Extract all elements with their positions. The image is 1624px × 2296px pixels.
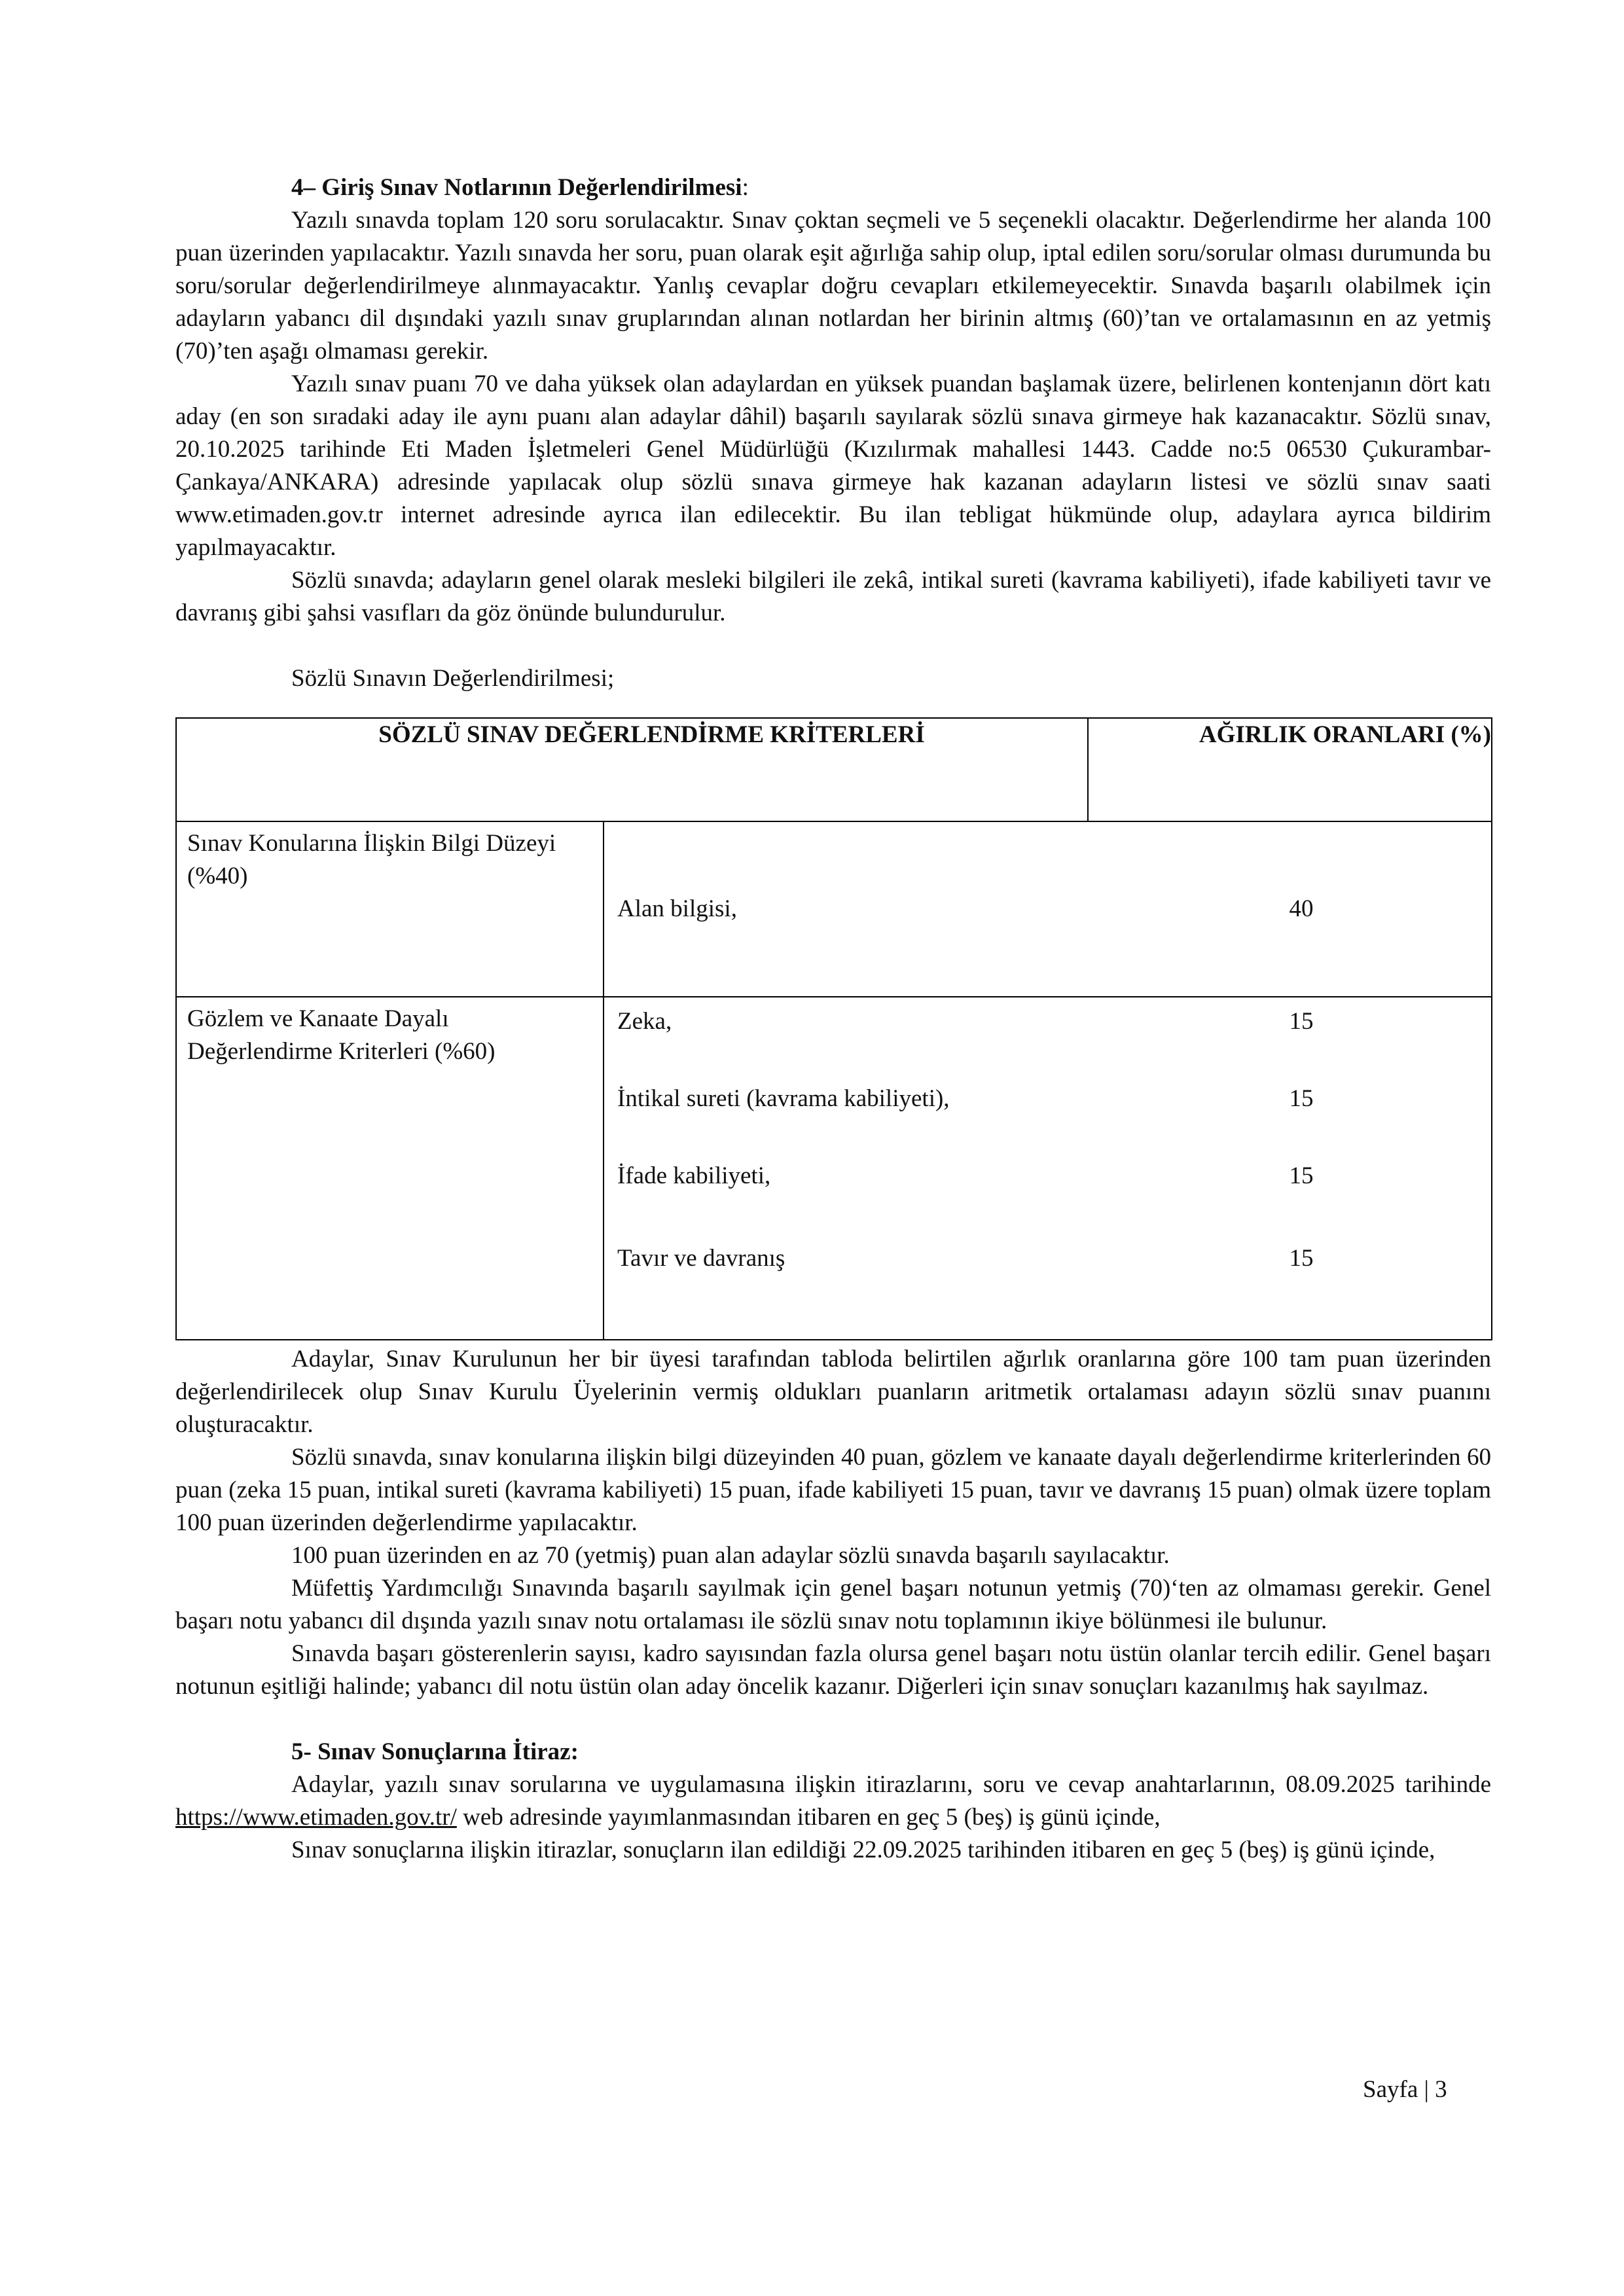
section-4-paragraph-3: Sözlü sınavda; adayların genel olarak mesleki bilgileri ile zekâ, intikal sureti (kavrama kabiliyeti), ifade kabiliyeti tavır ve davranış gibi şahsi vasıfları da göz önünde bulundurulur. [175,567,1491,626]
criteria-item [604,1083,1491,1115]
item-label: İntikal sureti (kavrama kabiliyeti), [617,1085,950,1112]
page-number: Sayfa | 3 [1363,2076,1447,2103]
item-value: 15 [1289,1008,1314,1035]
table-row [176,821,1492,997]
section-5-heading: 5- Sınav Sonuçlarına İtiraz: [291,1738,579,1765]
header-criteria: SÖZLÜ SINAV DEĞERLENDİRME KRİTERLERİ [176,718,1088,821]
after-table-paragraph-3: 100 puan üzerinden en az 70 (yetmiş) puan alan adaylar sözlü sınavda başarılı sayılacaktır. [291,1542,1170,1569]
criteria-item [604,893,1491,925]
category-observation: Gözlem ve Kanaate Dayalı Değerlendirme Kriterleri (%60) [176,997,604,1340]
etimaden-link[interactable]: https://www.etimaden.gov.tr/ [175,1804,457,1831]
section-5-paragraph-2: Sınav sonuçlarına ilişkin itirazlar, sonuçların ilan edildiği 22.09.2025 tarihinden itibaren en geç 5 (beş) iş günü içinde, [291,1837,1435,1863]
table-row [176,997,1492,1340]
after-table-paragraph-4: Müfettiş Yardımcılığı Sınavında başarılı sayılmak için genel başarı notunun yetmiş (70)‘ten az olmaması gerekir. Genel başarı notu yabancı dil dışında yazılı sınav notu ortalaması ile sözlü sınav notu toplamının ikiye bölünmesi ile bulunur. [175,1575,1491,1634]
observation-items [604,997,1492,1340]
section-4-heading: 4– Giriş Sınav Notlarının Değerlendirilmesi: [291,174,749,201]
section-4-paragraph-1: Yazılı sınavda toplam 120 soru sorulacaktır. Sınav çoktan seçmeli ve 5 seçenekli olacaktır. Değerlendirme her alanda 100 puan üzerinden yapılacaktır. Yazılı sınavda her soru, puan olarak eşit ağırlığa sahip olup, iptal edilen soru/sorular olması durumunda bu soru/sorular değerlendirilmeye alınmayacaktır. Yanlış cevaplar doğru cevapları etkilemeyecektir. Sınavda başarılı olabilmek için adayların yabancı dil dışındaki yazılı sınav gruplarından alınan notlardan her birinin altmış (60)’tan ve ortalamasının en az yetmiş (70)’ten aşağı olmaması gerekir. [175,207,1491,365]
after-table-paragraph-5: Sınavda başarı gösterenlerin sayısı, kadro sayısından fazla olursa genel başarı notu üstün olanlar tercih edilir. Genel başarı notunun eşitliği halinde; yabancı dil notu üstün olan aday öncelik kazanır. Diğerleri için sınav sonuçları kazanılmış hak sayılmaz. [175,1640,1491,1700]
category-knowledge: Sınav Konularına İlişkin Bilgi Düzeyi (%40) [176,821,604,997]
section-5-paragraph-1: Adaylar, yazılı sınav sorularına ve uygulamasına ilişkin itirazlarını, soru ve cevap anahtarlarının, 08.09.2025 tarihinde https://www.etimaden.gov.tr/ web adresinde yayımlanmasından itibaren en geç 5 (beş) iş günü içinde, [175,1771,1491,1831]
item-label: Zeka, [617,1008,672,1035]
item-label: Alan bilgisi, [617,895,737,922]
after-table-paragraph-1: Adaylar, Sınav Kurulunun her bir üyesi tarafından tabloda belirtilen ağırlık oranlarına göre 100 tam puan üzerinden değerlendirilecek olup Sınav Kurulu Üyelerinin vermiş oldukları puanların aritmetik ortalaması adayın sözlü sınav puanını oluşturacaktır. [175,1346,1491,1438]
header-weights: AĞIRLIK ORANLARI (%) [1088,718,1492,821]
criteria-item [604,1160,1491,1193]
item-value: 15 [1289,1085,1314,1112]
oral-evaluation-title: Sözlü Sınavın Değerlendirilmesi; [291,665,615,692]
item-value: 15 [1289,1162,1314,1189]
item-label: İfade kabiliyeti, [617,1162,771,1189]
after-table-paragraph-2: Sözlü sınavda, sınav konularına ilişkin bilgi düzeyinden 40 puan, gözlem ve kanaate dayalı değerlendirme kriterlerinden 60 puan (zeka 15 puan, intikal sureti (kavrama kabiliyeti) 15 puan, ifade kabiliyeti 15 puan, tavır ve davranış 15 puan) olmak üzere toplam 100 puan üzerinden değerlendirme yapılacaktır. [175,1444,1491,1536]
criteria-item [604,1242,1491,1275]
criteria-item [604,1005,1491,1038]
table-header-row [176,718,1492,821]
knowledge-items [604,821,1492,997]
section-4-paragraph-2: Yazılı sınav puanı 70 ve daha yüksek olan adaylardan en yüksek puandan başlamak üzere, belirlenen kontenjanın dört katı aday (en son sıradaki aday ile aynı puanı alan adaylar dâhil) başarılı sayılarak sözlü sınava girmeye hak kazanacaktır. Sözlü sınav, 20.10.2025 tarihinde Eti Maden İşletmeleri Genel Müdürlüğü (Kızılırmak mahallesi 1443. Cadde no:5 06530 Çukurambar-Çankaya/ANKARA) adresinde yapılacak olup sözlü sınava girmeye hak kazanan adayların listesi ve sözlü sınav saati www.etimaden.gov.tr internet adresinde ayrıca ilan edilecektir. Bu ilan tebligat hükmünde olup, adaylara ayrıca bildirim yapılmayacaktır. [175,370,1491,561]
oral-exam-criteria-table [175,717,1492,1340]
item-label: Tavır ve davranış [617,1245,785,1272]
item-value: 15 [1289,1245,1314,1272]
document-page [175,171,1491,1867]
item-value: 40 [1289,895,1314,922]
